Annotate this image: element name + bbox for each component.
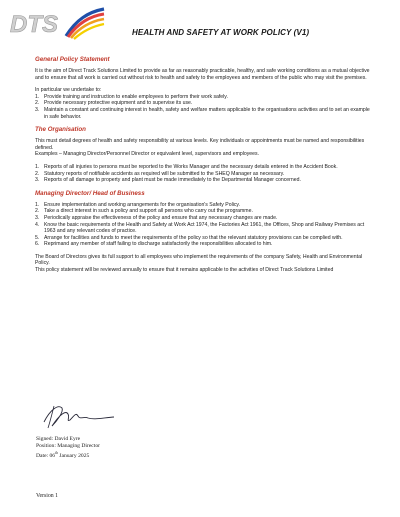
organisation-paragraph: This must detail degrees of health and safety responsibility at various levels. Key individuals or appointments must be named and responsibilities defined. <box>35 138 365 151</box>
signoff-block <box>36 436 100 460</box>
list-item: 2. Provide necessary protective equipment and to supervise its use. <box>35 100 193 107</box>
list-item: 4. Know the basic requirements of the Health and Safety at Work Act 1974, the Factories Act 1961, the Offices, Shop and Railway Premises act 1963 and any relevant codes of practice. <box>35 221 365 235</box>
list-item: 2. Statutory reports of notifiable accidents as required will be submitted to the SHEQ Manager as necessary. <box>35 170 285 177</box>
undertake-intro: In particular we undertake to: <box>35 87 102 94</box>
version-label: Version 1 <box>36 493 59 499</box>
general-policy-heading: General Policy Statement <box>35 56 110 63</box>
list-item: 3. Maintain a constant and continuing interest in health, safety and welfare matters applicable to the organisations activities and to set an example in safe behavior. <box>35 106 370 120</box>
policy-content <box>35 56 371 280</box>
dts-logo <box>8 6 108 40</box>
director-heading: Managing Director/ Head of Business <box>35 189 145 197</box>
organisation-examples: Examples – Managing Director/Personnel Director or equivalent level, supervisors and employees. <box>35 151 260 158</box>
organisation-list <box>35 164 371 184</box>
list-item: 1. Ensure implementation and working arrangements for the organisation's Safety Policy. <box>35 201 241 208</box>
list-item: 3. Periodically appraise the effectiveness of the policy and ensure that any necessary changes are made. <box>35 214 278 221</box>
board-support-paragraph: The Board of Directors gives its full support to all employees who implement the requirements of the company Safety, Health and Environmental Policy. <box>35 253 363 267</box>
signature-image <box>40 400 120 430</box>
general-policy-paragraph: It is the aim of Direct Track Solutions Limited to provide as far as reasonably practicable, healthy, and safe working conditions as a mutual objective and to ensure that all work is carried out without risk to health and safety to the employees and members of the public who may visit the premises. <box>35 68 370 81</box>
undertake-list <box>35 94 371 120</box>
list-item: 6. Reprimand any member of staff failing to discharge satisfactorily the responsibilities allocated to him. <box>35 241 273 248</box>
review-paragraph: This policy statement will be reviewed annually to ensure that it remains applicable to the activities of Direct Track Solutions Limited <box>35 267 334 274</box>
signer-position: Position: Managing Director <box>36 443 101 449</box>
list-item: 3. Reports of all damage to property and plant must be made immediately to the Departmental Manager concerned. <box>35 177 301 184</box>
list-item: 2. Take a direct interest in such a policy and support all persons who carry out the programme. <box>35 208 253 215</box>
list-item: 5. Arrange for facilities and funds to meet the requirements of the policy so that the relevant statutory provisions can be complied with. <box>35 234 343 241</box>
logo-text: DTS <box>10 11 58 38</box>
list-item: 1. Provide training and instruction to enable employees to perform their work safely. <box>35 93 228 100</box>
director-list <box>35 202 371 248</box>
list-item: 1. Reports of all injuries to persons must be reported to the Works Manager and the necessary details entered in the Accident Book. <box>35 163 338 170</box>
organisation-heading: The Organisation <box>35 126 86 134</box>
sign-date: Date: 06th January 2025 <box>36 451 90 459</box>
signed-by: Signed: David Eyre <box>36 436 81 442</box>
document-title: HEALTH AND SAFETY AT WORK POLICY (V1) <box>132 28 310 37</box>
